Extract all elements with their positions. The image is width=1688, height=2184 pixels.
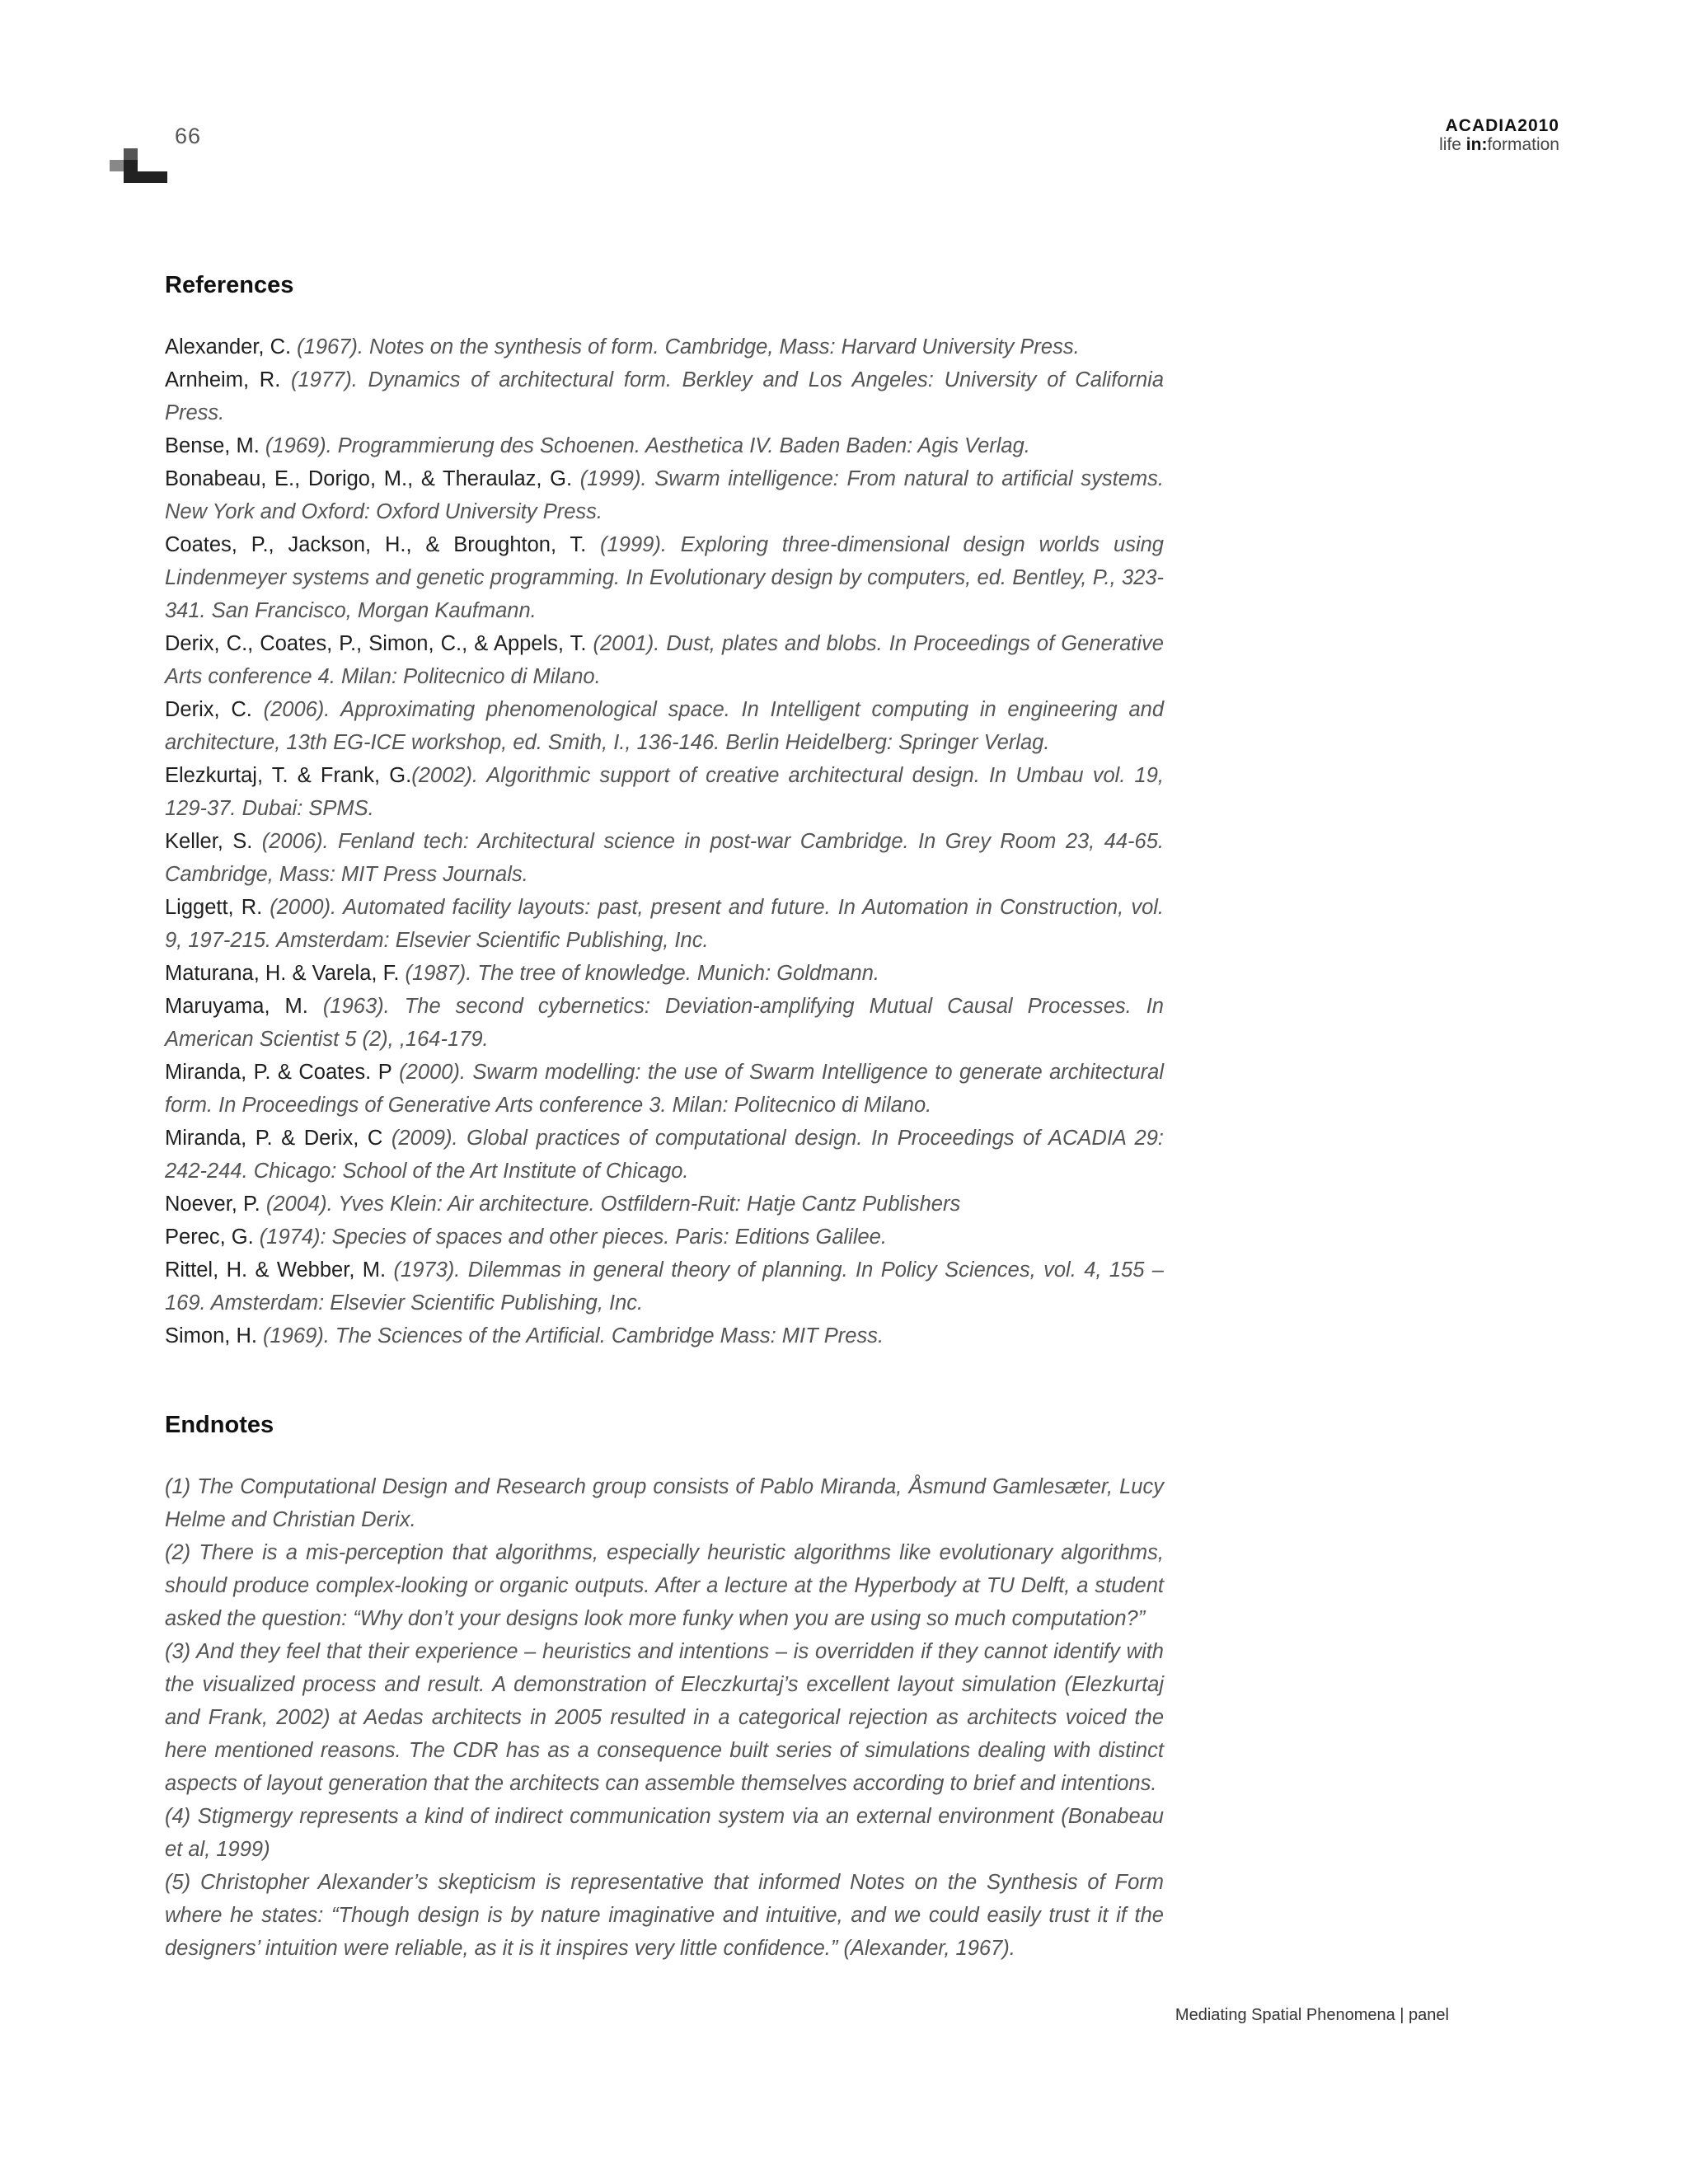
- reference-details: (1999). Swarm intelligence: From natural to artificial systems. New York and Oxford: Oxford University Press.: [165, 467, 1164, 523]
- reference-author: Rittel, H. & Webber, M.: [165, 1258, 387, 1282]
- reference-author: Bonabeau, E., Dorigo, M., & Theraulaz, G.: [165, 467, 573, 490]
- reference-details: (1973). Dilemmas in general theory of planning. In Policy Sciences, vol. 4, 155 – 169. Amsterdam: Elsevier Scientific Publishing, Inc.: [165, 1258, 1164, 1315]
- reference-item: [165, 363, 1164, 429]
- reference-author: Maruyama, M.: [165, 995, 308, 1018]
- reference-author: Coates, P., Jackson, H., & Broughton, T.: [165, 533, 587, 556]
- running-footer: Mediating Spatial Phenomena | panel: [1175, 2006, 1449, 2024]
- reference-item: [165, 693, 1164, 759]
- reference-details: (2001). Dust, plates and blobs. In Proceedings of Generative Arts conference 4. Milan: Politecnico di Milano.: [165, 632, 1164, 688]
- reference-author: Perec, G.: [165, 1226, 254, 1249]
- reference-details: (1967). Notes on the synthesis of form. Cambridge, Mass: Harvard University Press.: [291, 335, 1080, 359]
- reference-item: [165, 957, 1164, 990]
- conference-name: ACADIA2010: [1445, 116, 1559, 135]
- reference-details: (1963). The second cybernetics: Deviation-amplifying Mutual Causal Processes. In American Scientist 5 (2), ,164-179.: [165, 995, 1164, 1051]
- main-content: [165, 272, 1164, 1965]
- reference-item: [165, 1122, 1164, 1188]
- reference-details: (2009). Global practices of computational design. In Proceedings of ACADIA 29: 242-244. Chicago: School of the Art Institute of Chicago.: [165, 1127, 1164, 1183]
- reference-item: [165, 1254, 1164, 1319]
- reference-details: (1969). Programmierung des Schoenen. Aesthetica IV. Baden Baden: Agis Verlag.: [259, 434, 1030, 457]
- reference-item: [165, 1319, 1164, 1352]
- reference-author: Derix, C., Coates, P., Simon, C., & Appels, T.: [165, 632, 587, 655]
- reference-author: Elezkurtaj, T. & Frank, G.: [165, 764, 412, 787]
- endnote-item: (3) And they feel that their experience – heuristics and intentions – is overridden if they cannot identify with the visualized process and result. A demonstration of Eleczkurtaj’s excellent layout simulation (Elezkurtaj and Frank, 2002) at Aedas architects in 2005 resulted in a categorical rejection as architects voiced the here mentioned reasons. The CDR has as a consequence built series of simulations dealing with distinct aspects of layout generation that the architects can assemble themselves according to brief and intentions.: [165, 1640, 1164, 1795]
- endnote-item: (4) Stigmergy represents a kind of indirect communication system via an external environment (Bonabeau et al, 1999): [165, 1805, 1164, 1861]
- reference-details: (2000). Swarm modelling: the use of Swarm Intelligence to generate architectural form. In Proceedings of Generative Arts conference 3. Milan: Politecnico di Milano.: [165, 1061, 1164, 1117]
- reference-details: (2000). Automated facility layouts: past, present and future. In Automation in Construction, vol. 9, 197-215. Amsterdam: Elsevier Scientific Publishing, Inc.: [165, 896, 1164, 952]
- references-list: [165, 330, 1164, 1352]
- reference-details: (1987). The tree of knowledge. Munich: Goldmann.: [399, 962, 879, 985]
- conference-tagline: [1439, 136, 1559, 153]
- reference-details: (1969). The Sciences of the Artificial. Cambridge Mass: MIT Press.: [256, 1324, 884, 1347]
- reference-item: [165, 759, 1164, 825]
- reference-details: (2006). Approximating phenomenological space. In Intelligent computing in engineering and architecture, 13th EG-ICE workshop, ed. Smith, I., 136-146. Berlin Heidelberg: Springer Verlag.: [165, 698, 1164, 754]
- page-number: 66: [175, 124, 202, 148]
- reference-author: Bense, M.: [165, 434, 260, 457]
- reference-item: [165, 627, 1164, 693]
- reference-details: (2002). Algorithmic support of creative architectural design. In Umbau vol. 19, 129-37. Dubai: SPMS.: [165, 764, 1164, 820]
- reference-item: [165, 1056, 1164, 1122]
- endnote-item: (1) The Computational Design and Research group consists of Pablo Miranda, Åsmund Gamlesæter, Lucy Helme and Christian Derix.: [165, 1475, 1164, 1531]
- tagline-bold: in:: [1465, 135, 1488, 154]
- reference-author: Keller, S.: [165, 830, 253, 853]
- endnote-item: (2) There is a mis-perception that algorithms, especially heuristic algorithms like evolutionary algorithms, should produce complex-looking or organic outputs. After a lecture at the Hyperbody at TU Delft, a student asked the question: “Why don’t your designs look more funky when you are using so much computation?”: [165, 1541, 1164, 1630]
- reference-item: [165, 528, 1164, 627]
- reference-item: [165, 1188, 1164, 1221]
- reference-details: (1974): Species of spaces and other pieces. Paris: Editions Galilee.: [253, 1226, 887, 1249]
- reference-item: [165, 990, 1164, 1056]
- reference-author: Liggett, R.: [165, 896, 263, 919]
- reference-details: (1977). Dynamics of architectural form. Berkley and Los Angeles: University of California Press.: [165, 368, 1165, 424]
- reference-author: Maturana, H. & Varela, F.: [165, 962, 400, 985]
- tagline-suffix: formation: [1487, 135, 1559, 154]
- conference-header: [1439, 117, 1559, 153]
- reference-author: Arnheim, R.: [165, 368, 281, 391]
- reference-item: [165, 1221, 1164, 1254]
- reference-author: Simon, H.: [165, 1324, 257, 1347]
- reference-author: Miranda, P. & Derix, C: [165, 1127, 383, 1150]
- reference-item: [165, 330, 1164, 363]
- reference-item: [165, 429, 1164, 462]
- endnote-item: (5) Christopher Alexander’s skepticism is representative that informed Notes on the Synthesis of Form where he states: “Though design is by nature imaginative and intuitive, and we could easily trust it if the designers’ intuition were reliable, as it is it inspires very little confidence.” (Alexander, 1967).: [165, 1871, 1164, 1960]
- endnotes-list: [165, 1470, 1164, 1965]
- reference-author: Derix, C.: [165, 698, 252, 721]
- reference-details: (2004). Yves Klein: Air architecture. Ostfildern-Ruit: Hatje Cantz Publishers: [260, 1193, 961, 1216]
- reference-author: Alexander, C.: [165, 335, 292, 359]
- endnotes-heading: Endnotes: [165, 1412, 274, 1438]
- reference-item: [165, 825, 1164, 891]
- reference-item: [165, 891, 1164, 957]
- reference-item: [165, 462, 1164, 528]
- tagline-prefix: life: [1439, 135, 1466, 154]
- reference-author: Miranda, P. & Coates. P: [165, 1061, 392, 1084]
- reference-details: (1999). Exploring three-dimensional design worlds using Lindenmeyer systems and genetic programming. In Evolutionary design by computers, ed. Bentley, P., 323-341. San Francisco, Morgan Kaufmann.: [165, 533, 1164, 622]
- acadia-logo-icon: [110, 148, 167, 194]
- references-heading: References: [165, 272, 294, 298]
- reference-author: Noever, P.: [165, 1193, 260, 1216]
- reference-details: (2006). Fenland tech: Architectural science in post-war Cambridge. In Grey Room 23, 44-65. Cambridge, Mass: MIT Press Journals.: [165, 830, 1164, 886]
